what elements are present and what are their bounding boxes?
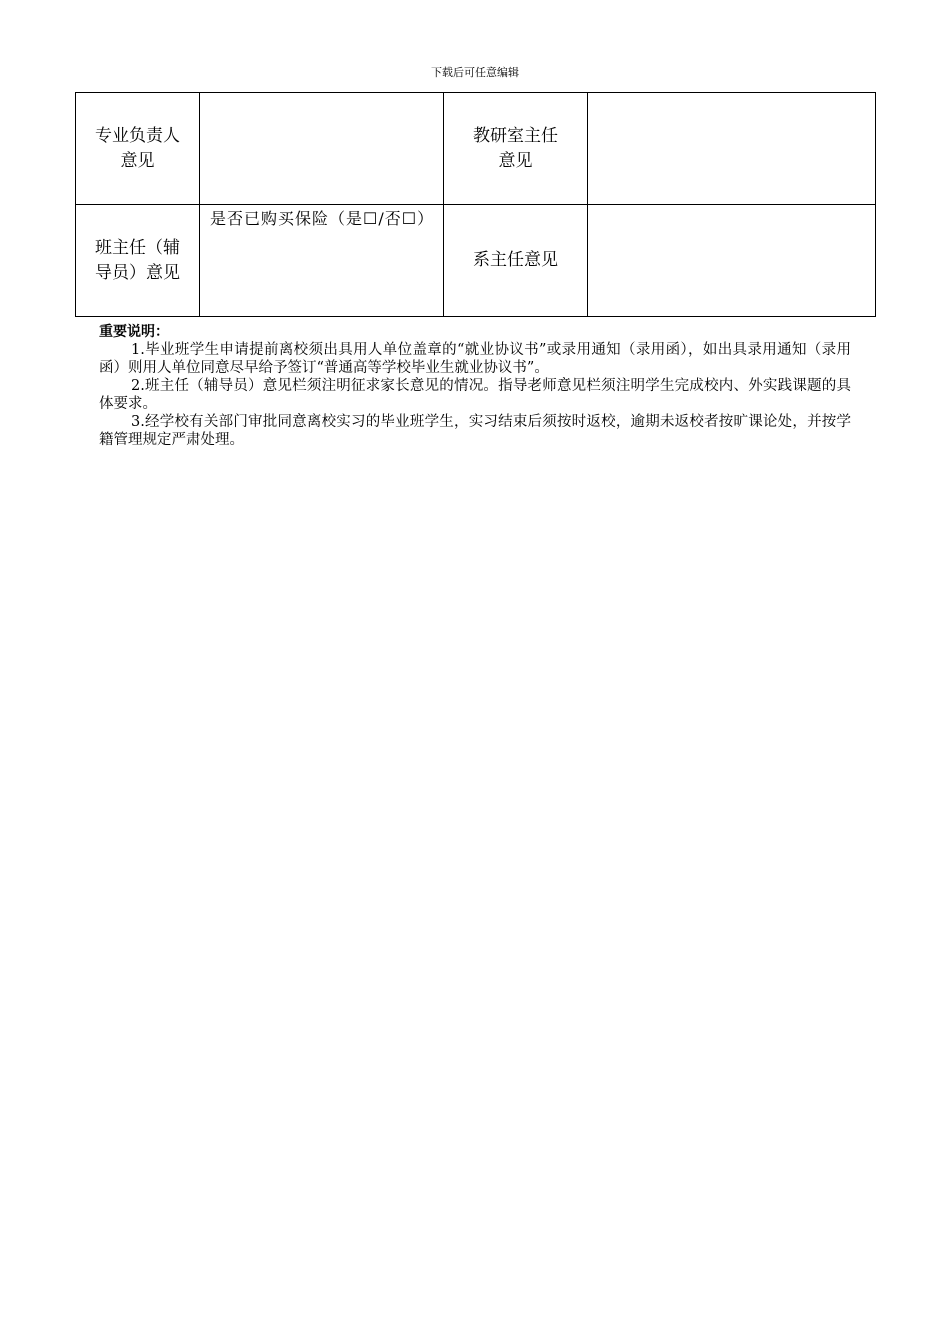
- important-notes: [99, 323, 851, 449]
- major-leader-label-cell: [76, 93, 200, 205]
- notes-title: 重要说明：: [99, 324, 169, 340]
- teaching-director-label: 教研室主任意见: [473, 125, 558, 171]
- class-teacher-opinion-field[interactable]: [200, 205, 444, 317]
- approval-form-table: [75, 92, 876, 317]
- teaching-director-label-cell: [444, 93, 588, 205]
- teaching-director-opinion-field[interactable]: [588, 93, 876, 205]
- insurance-question-text: 是否已购买保险（是☐/否☐）: [210, 209, 435, 228]
- note-item: 2.班主任（辅导员）意见栏须注明征求家长意见的情况。指导老师意见栏须注明学生完成校内、外实践课题的具体要求。: [99, 378, 851, 412]
- page-header-note: 下载后可任意编辑: [431, 66, 519, 79]
- table-row-1: [76, 93, 876, 205]
- major-leader-label: 专业负责人意见: [95, 125, 180, 171]
- class-teacher-label: 班主任（辅导员）意见: [95, 237, 180, 283]
- note-item: 3.经学校有关部门审批同意离校实习的毕业班学生，实习结束后须按时返校，逾期未返校者按旷课论处，并按学籍管理规定严肃处理。: [99, 414, 851, 448]
- note-item: 1.毕业班学生申请提前离校须出具用人单位盖章的“就业协议书”或录用通知（录用函），如出具录用通知（录用函）则用人单位同意尽早给予签订“普通高等学校毕业生就业协议书”。: [99, 342, 851, 376]
- dept-director-label: 系主任意见: [473, 250, 558, 270]
- dept-director-opinion-field[interactable]: [588, 205, 876, 317]
- table-row-2: [76, 205, 876, 317]
- dept-director-label-cell: [444, 205, 588, 317]
- class-teacher-label-cell: [76, 205, 200, 317]
- major-leader-opinion-field[interactable]: [200, 93, 444, 205]
